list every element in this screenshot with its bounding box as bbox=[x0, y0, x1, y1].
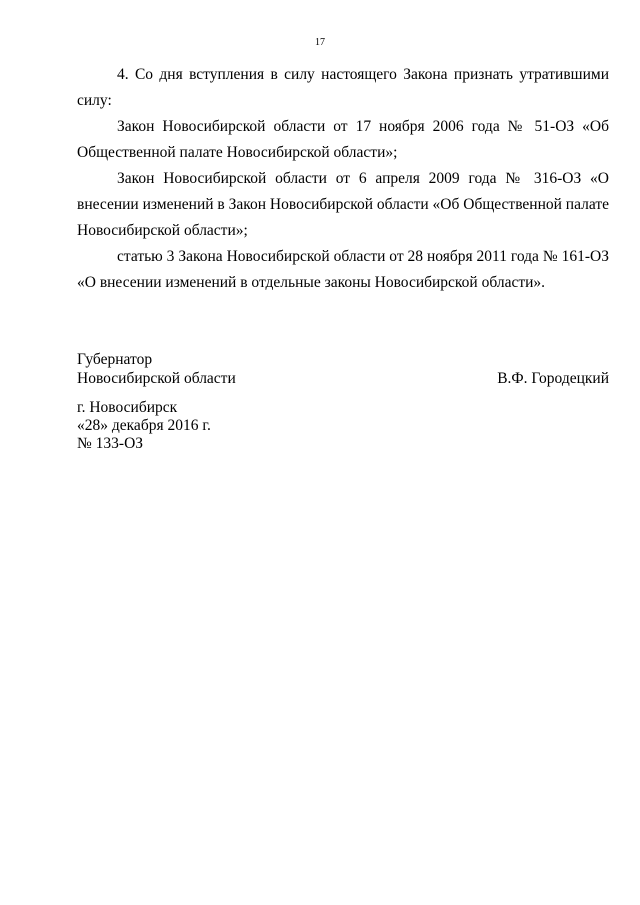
signatory-row bbox=[77, 369, 609, 388]
signature-block bbox=[77, 350, 609, 388]
paragraph-law-51: Закон Новосибирской области от 17 ноября 2006 года № 51-ОЗ «Об Общественной палате Новосибирской области»; bbox=[77, 118, 609, 161]
document-footer bbox=[77, 399, 211, 453]
document-body bbox=[77, 62, 609, 296]
signatory-title: Губернатор bbox=[77, 351, 153, 368]
document-date: «28» декабря 2016 г. bbox=[77, 417, 211, 434]
page-number: 17 bbox=[315, 37, 325, 48]
paragraph-law-316: Закон Новосибирской области от 6 апреля 2009 года № 316-ОЗ «О внесении изменений в Закон Новосибирской области «Об Общественной палате Новосибирской области»; bbox=[77, 170, 609, 239]
signatory-region: Новосибирской области bbox=[77, 370, 236, 387]
paragraph-law-161: статью 3 Закона Новосибирской области от 28 ноября 2011 года № 161-ОЗ «О внесении изменений в отдельные законы Новосибирской области». bbox=[77, 248, 609, 291]
paragraph-repeal-intro: 4. Со дня вступления в силу настоящего Закона признать утратившими силу: bbox=[77, 66, 609, 109]
document-number: № 133-ОЗ bbox=[77, 435, 144, 452]
signatory-name: В.Ф. Городецкий bbox=[497, 370, 609, 387]
document-city: г. Новосибирск bbox=[77, 399, 178, 416]
